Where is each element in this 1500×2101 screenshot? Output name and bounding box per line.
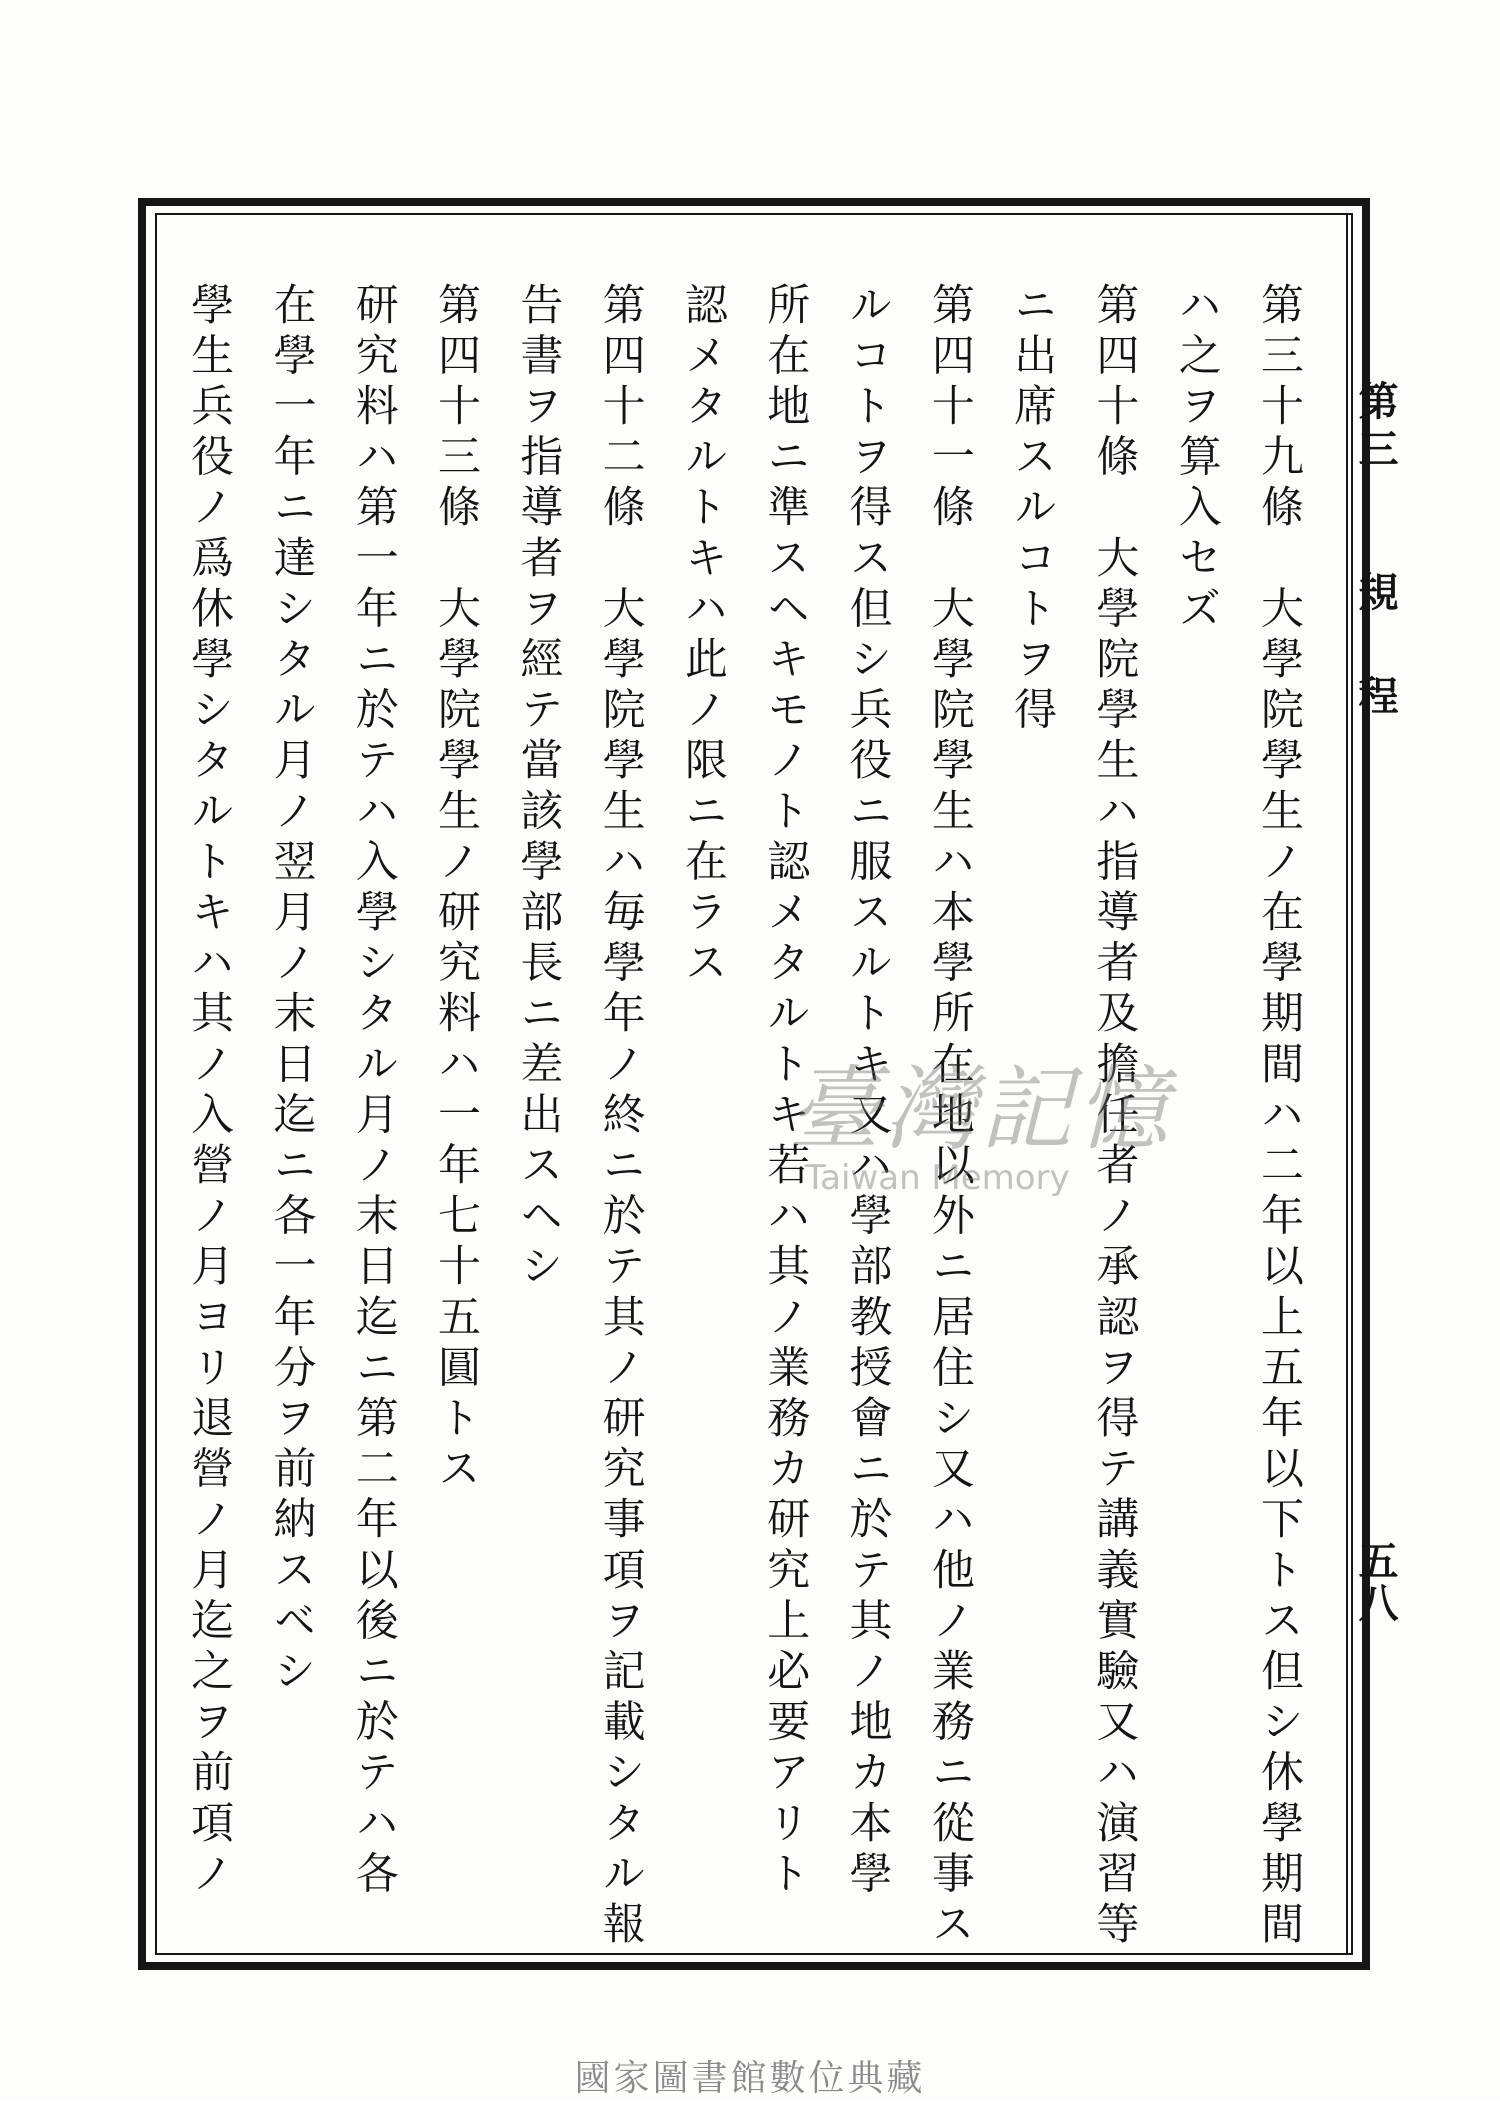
header-separator-line: [1346, 215, 1348, 1955]
text-column: 第四十三條 大學院學生ノ研究料ハ一年七十五圓トス: [431, 282, 482, 1497]
text-column: 第四十一條 大學院學生ハ本學所在地以外ニ居住シ又ハ他ノ業務ニ從事ス: [924, 282, 975, 1952]
text-column: 第四十條 大學院學生ハ指導者及擔任者ノ承認ヲ得テ講義實驗又ハ演習等: [1089, 282, 1140, 1952]
body-text: [184, 282, 1320, 1952]
watermark-chinese: 臺灣記憶: [787, 1056, 1172, 1163]
text-column: 第四十二條 大學院學生ハ毎學年ノ終ニ於テ其ノ研究事項ヲ記載シタル報: [595, 282, 646, 1952]
text-column: ルコトヲ得ス但シ兵役ニ服スルトキ又ハ學部教授會ニ於テ其ノ地カ本學: [842, 282, 893, 1902]
text-column: 學生兵役ノ爲休學シタルトキハ其ノ入營ノ月ヨリ退營ノ月迄之ヲ前項ノ: [184, 282, 235, 1902]
footer-credit: 國家圖書館數位典藏: [574, 2058, 926, 2099]
running-head-title: 規程: [1352, 571, 1399, 779]
running-head: [1352, 380, 1398, 779]
running-head-chapter: 第三: [1352, 380, 1399, 476]
text-column: 告書ヲ指導者ヲ經テ當該學部長ニ差出スヘシ: [513, 282, 564, 1294]
page-number: 五八: [1352, 1540, 1399, 1624]
text-column: ニ出席スルコトヲ得: [1007, 282, 1058, 738]
text-column: ハ之ヲ算入セズ: [1171, 282, 1222, 637]
text-column: 第三十九條 大學院學生ノ在學期間ハ二年以上五年以下トス但シ休學期間: [1254, 282, 1304, 1952]
text-column: 研究料ハ第一年ニ於テハ入學シタル月ノ末日迄ニ第二年以後ニ於テハ各: [348, 282, 399, 1902]
text-column: 認メタルトキハ此ノ限ニ在ラス: [677, 282, 728, 991]
watermark-english: Taiwan Memory: [805, 1158, 1070, 1198]
text-column: 所在地ニ準スヘキモノト認メタルトキ若ハ其ノ業務カ研究上必要アリト: [760, 282, 811, 1902]
text-column: 在學一年ニ達シタル月ノ翌月ノ末日迄ニ各一年分ヲ前納スベシ: [266, 282, 317, 1699]
